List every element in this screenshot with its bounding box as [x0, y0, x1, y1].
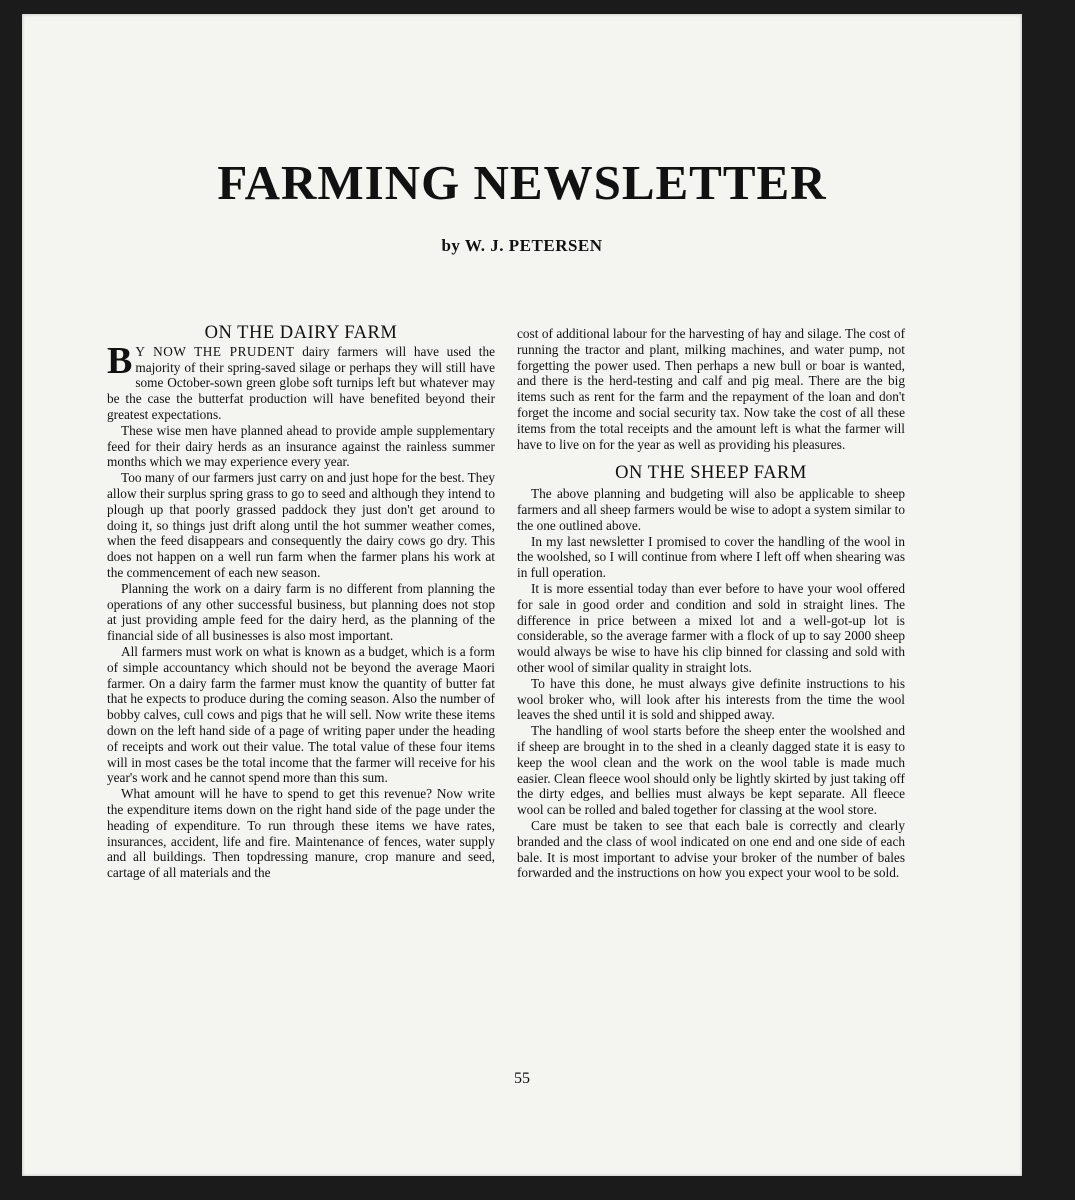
newsletter-page: [22, 14, 1022, 1176]
article-paragraph: Too many of our farmers just carry on and just hope for the best. They allow their surplus spring grass to go to seed and although they intend to plough up that poorly grassed paddock they just don't get around to doing it, so things just drift along until the hot summer weather comes, when the feed disappears and consequently the dairy cows go dry. This does not happen on a well run farm when the farmer plans his work at the commencement of each new season.: [107, 470, 495, 580]
page-title: FARMING NEWSLETTER: [217, 155, 827, 210]
article-paragraph: It is more essential today than ever before to have your wool offered for sale in good order and condition and sold in straight lines. The difference in price between a mixed lot and a well-got-up lot is considerable, so the average farmer with a flock of up to say 2000 sheep would always be wise to have his clip binned for classing and sold with other wool of similar quality in straight lots.: [517, 580, 905, 675]
article-paragraph: Care must be taken to see that each bale is correctly and clearly branded and the class of wool indicated on one end and one side of each bale. It is most important to advise your broker of the number of bales forwarded and the instructions on how you expect your wool to be sold.: [517, 817, 905, 881]
lead-smallcaps: Y NOW THE PRUDENT: [135, 343, 295, 359]
article-paragraph: To have this done, he must always give definite instructions to his wool broker who, will look after his interests from the time the wool leaves the shed until it is sold and shipped away.: [517, 675, 905, 723]
section-heading-sheep: ON THE SHEEP FARM: [615, 463, 807, 484]
drop-cap: B: [107, 339, 133, 382]
section-heading-dairy: ON THE DAIRY FARM: [204, 323, 398, 343]
article-paragraph: All farmers must work on what is known as a budget, which is a form of simple accountancy which should not be beyond the average Maori farmer. On a dairy farm the farmer must know the quantity of butter fat that he expects to produce during the coming season. Also the number of bobby calves, cull cows and pigs that he will sell. Now write these items down on the left hand side of a page of writing paper under the heading of receipts and work out their value. The total value of these four items will in most cases be the total income that the farmer will receive for his year's work and he cannot spend more than this sum.: [107, 643, 495, 786]
article-paragraph: In my last newsletter I promised to cover the handling of the wool in the woolshed, so I will continue from where I left off when shearing was in full operation.: [517, 533, 905, 581]
page-number: 55: [514, 1070, 530, 1087]
article-paragraph: The above planning and budgeting will also be applicable to sheep farmers and all sheep farmers would be wise to adopt a system similar to the one outlined above.: [517, 486, 905, 533]
article-paragraph: [107, 339, 495, 423]
paragraph-text: dairy farmers will have used the majority of their spring-saved silage or perhaps they will still have some October-sown green globe soft turnips left but whatever may be the case the butterfat production will have benefited beyond their greatest expectations.: [107, 343, 495, 422]
article-paragraph: The handling of wool starts before the sheep enter the woolshed and if sheep are brought in to the shed in a cleanly dagged state it is easy to keep the wool clean and the work on the wool table is made much easier. Clean fleece wool should only be lightly skirted by just taking off the dirty edges, and bellies must always be kept separate. All fleece wool can be rolled and baled together for classing at the wool store.: [517, 723, 905, 818]
right-column: [517, 326, 905, 881]
article-paragraph: These wise men have planned ahead to provide ample supplementary feed for their dairy herds as an insurance against the rainless summer months which we may experience every year.: [107, 422, 495, 470]
byline: by W. J. PETERSEN: [441, 236, 603, 255]
article-paragraph: What amount will he have to spend to get this revenue? Now write the expenditure items down on the right hand side of the page under the heading of expenditure. To run through these items we have rates, insurances, accident, life and fire. Maintenance of fences, water supply and all buildings. Then topdressing manure, crop manure and seed, cartage of all materials and the: [107, 786, 495, 881]
left-column: [107, 323, 495, 881]
article-paragraph: Planning the work on a dairy farm is no different from planning the operations of any other successful business, but planning does not stop at just providing ample feed for the dairy herd, as the planning of the financial side of all businesses is also most important.: [107, 580, 495, 644]
article-paragraph-continued: cost of additional labour for the harvesting of hay and silage. The cost of running the tractor and plant, milking machines, and water pump, not forgetting the power used. Then perhaps a new bull or boar is wanted, and there is the herd-testing and calf and pig meal. There are the big items such as rent for the farm and the repayment of the loan and don't forget the income and social security tax. Now take the cost of all these items from the total receipts and the amount left is what the farmer will have to live on for the year as well as providing his pleasures.: [517, 326, 905, 452]
